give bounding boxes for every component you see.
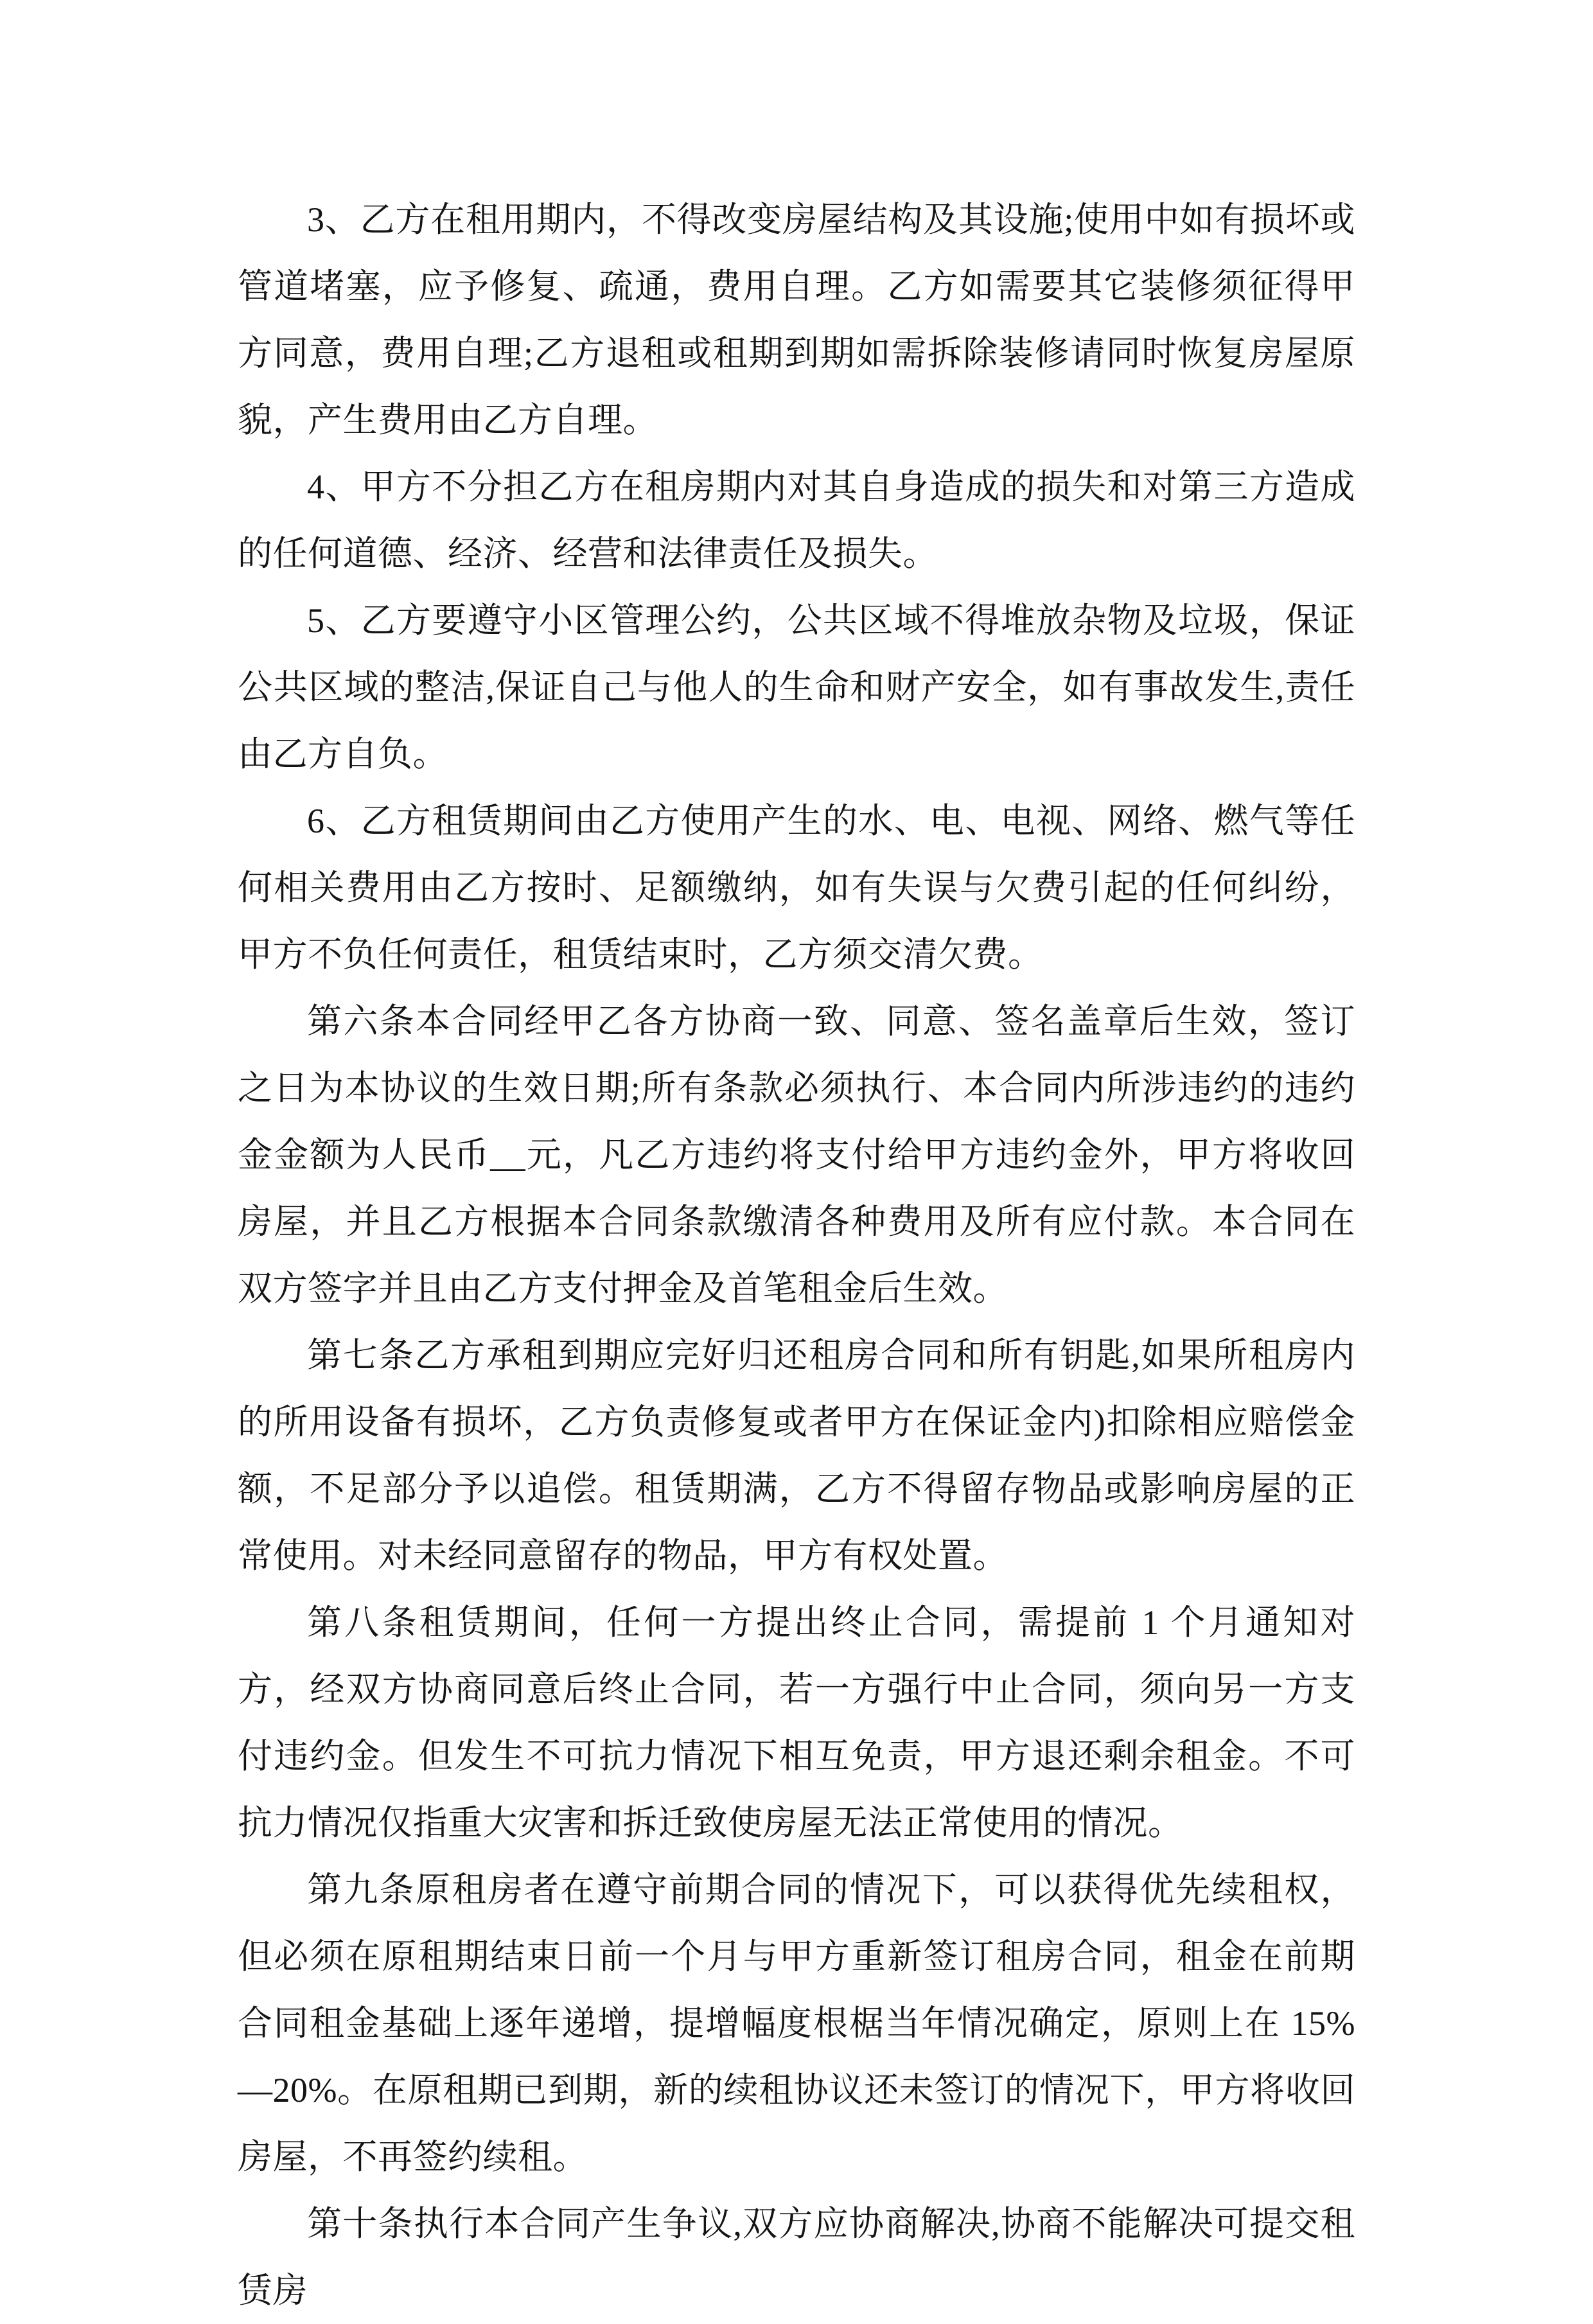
contract-clause-3: 3、乙方在租用期内，不得改变房屋结构及其设施;使用中如有损坏或管道堵塞，应予修复、疏通，费用自理。乙方如需要其它装修须征得甲方同意，费用自理;乙方退租或租期到期如需拆除装修请同时恢复房屋原貌，产生费用由乙方自理。 [238,200,1355,439]
contract-article-7: 第七条乙方承租到期应完好归还租房合同和所有钥匙,如果所租房内的所用设备有损坏，乙方负责修复或者甲方在保证金内)扣除相应赔偿金额，不足部分予以追偿。租赁期满，乙方不得留存物品或影响房屋的正常使用。对未经同意留存的物品，甲方有权处置。 [238,1336,1355,1575]
contract-clause-4: 4、甲方不分担乙方在租房期内对其自身造成的损失和对第三方造成的任何道德、经济、经营和法律责任及损失。 [238,468,1355,573]
contract-article-8: 第八条租赁期间，任何一方提出终止合同，需提前 1 个月通知对方，经双方协商同意后终止合同，若一方强行中止合同，须向另一方支付违约金。但发生不可抗力情况下相互免责，甲方退还剩余租金。不可抗力情况仅指重大灾害和拆迁致使房屋无法正常使用的情况。 [238,1603,1355,1842]
contract-article-6: 第六条本合同经甲乙各方协商一致、同意、签名盖章后生效，签订之日为本协议的生效日期;所有条款必须执行、本合同内所涉违约的违约金金额为人民币__元，凡乙方违约将支付给甲方违约金外，甲方将收回房屋，并且乙方根据本合同条款缴清各种费用及所有应付款。本合同在双方签字并且由乙方支付押金及首笔租金后生效。 [238,1002,1355,1308]
document-page [238,186,1355,2324]
contract-article-10: 第十条执行本合同产生争议,双方应协商解决,协商不能解决可提交租赁房 [238,2205,1355,2310]
contract-clause-5: 5、乙方要遵守小区管理公约，公共区域不得堆放杂物及垃圾，保证公共区域的整洁,保证自己与他人的生命和财产安全，如有事故发生,责任由乙方自负。 [238,601,1355,773]
contract-article-9: 第九条原租房者在遵守前期合同的情况下，可以获得优先续租权，但必须在原租期结束日前一个月与甲方重新签订租房合同，租金在前期合同租金基础上逐年递增，提增幅度根椐当年情况确定，原则上在 15%—20%。在原租期已到期，新的续租协议还未签订的情况下，甲方将收回房屋，不再签约续租。 [238,1871,1355,2176]
contract-clause-6: 6、乙方租赁期间由乙方使用产生的水、电、电视、网络、燃气等任何相关费用由乙方按时、足额缴纳，如有失误与欠费引起的任何纠纷，甲方不负任何责任，租赁结束时，乙方须交清欠费。 [238,802,1355,974]
